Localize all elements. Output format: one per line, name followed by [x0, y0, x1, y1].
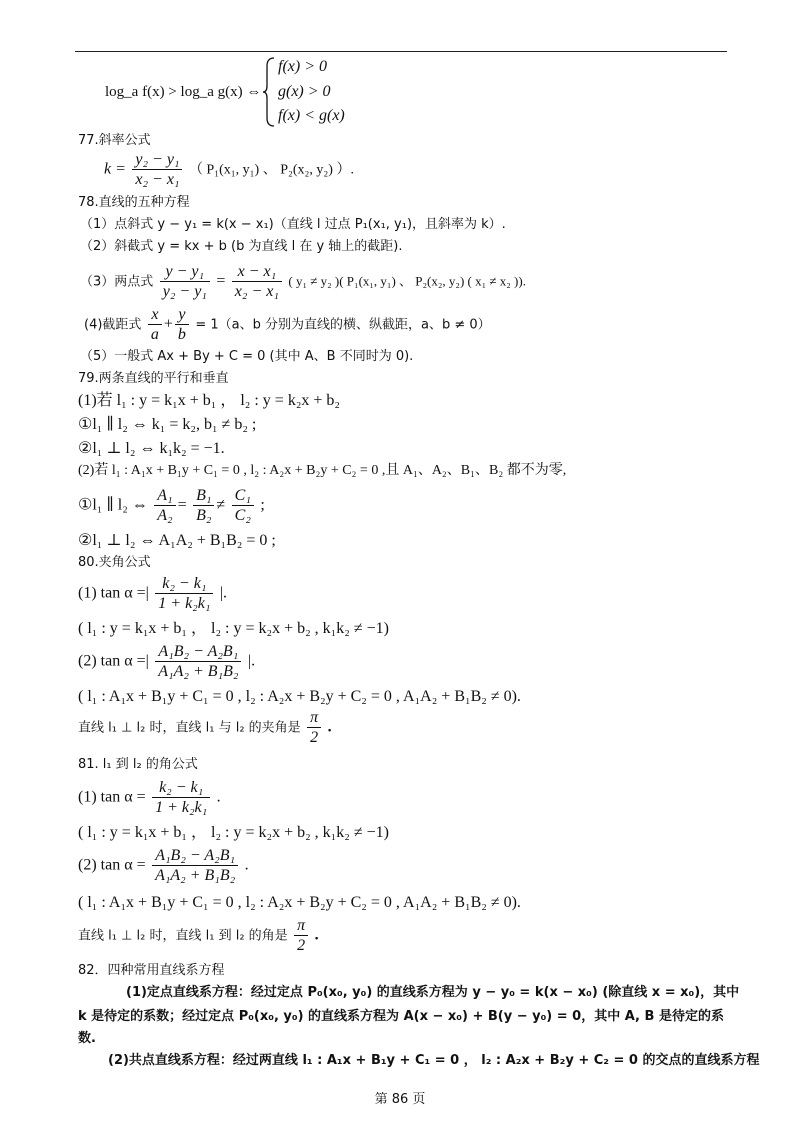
perpendicular-condition-2: ②l₁ ⊥ l₂ ⇔ A₁A₂ + B₁B₂ = 0 ;	[78, 532, 276, 549]
section-81-heading: 81. l₁ 到 l₂ 的角公式	[78, 757, 198, 772]
log-condition-1: f(x) > 0	[278, 58, 327, 75]
directed-angle-formula-2: (2) tan α = $\frac{\text{A₁B₂ − A₂B₁}}{\text{A₁A₂ + B₁B₂}}$ .	[78, 847, 249, 884]
angle-note: 直线 l₁ ⊥ l₂ 时，直线 l₁ 与 l₂ 的夹角是 $\frac{\pi}{2}$ .	[78, 709, 332, 746]
header-rule	[75, 51, 727, 52]
log-rule-lhs: log_a f(x) > log_a g(x) ⇔	[105, 84, 262, 100]
page-number: 第 86 页	[374, 1092, 426, 1107]
log-condition-3: f(x) < g(x)	[278, 107, 345, 124]
directed-angle-formula-1: (1) tan α = $\frac{\text{k₂ − k₁}}{\text{1 + k₂k₁}}$ .	[78, 779, 221, 816]
left-brace	[262, 56, 276, 128]
perpendicular-condition-1: ②l₁ ⊥ l₂ ⇔ k₁k₂ = −1.	[78, 440, 225, 457]
line-form-intercept: (4)截距式 $\frac{x}{a}$ + $\frac{y}{b}$ = 1（a、b 分别为直线的横、纵截距，a、b ≠ 0）	[84, 306, 491, 343]
directed-angle-condition-2: ( l₁ : A₁x + B₁y + C₁ = 0 , l₂ : A₂x + B₂y + C₂ = 0 , A₁A₂ + B₁B₂ ≠ 0).	[78, 894, 521, 911]
angle-formula-2: (2) tan α =| $\frac{\text{A₁B₂ − A₂B₁}}{\text{A₁A₂ + B₁B₂}}$ |.	[78, 643, 256, 680]
section-78-heading: 78.直线的五种方程	[78, 195, 190, 210]
angle-condition-1: ( l₁ : y = k₁x + b₁ ， l₂ : y = k₂x + b₂ , k₁k₂ ≠ −1)	[78, 620, 389, 637]
line-form-general: （5）一般式 Ax + By + C = 0 (其中 A、B 不同时为 0).	[80, 349, 414, 364]
angle-formula-1: (1) tan α =| $\frac{\text{k₂ − k₁}}{\text{1 + k₂k₁}}$ |.	[78, 575, 228, 612]
line-form-point-slope: （1）点斜式 y − y₁ = k(x − x₁)（直线 l 过点 P₁(x₁, y₁)，且斜率为 k）.	[80, 217, 506, 232]
fixed-point-family-line1: (1)定点直线系方程：经过定点 P₀(x₀, y₀) 的直线系方程为 y − y₀ = k(x − x₀) (除直线 x = x₀)，其中	[126, 985, 740, 1000]
slope-formula: k = $\frac{\text{y₂ − y₁}}{\text{x₂ − x₁}}$ （ P₁(x₁, y₁) 、 P₂(x₂, y₂) ）.	[104, 151, 354, 188]
concurrent-family-line1: (2)共点直线系方程：经过两直线 l₁ : A₁x + B₁y + C₁ = 0 ， l₂ : A₂x + B₂y + C₂ = 0 的交点的直线系方程	[108, 1053, 760, 1068]
parallel-condition-1: ①l₁ ∥ l₂ ⇔ k₁ = k₂, b₁ ≠ b₂ ;	[78, 416, 257, 433]
parallel-case-1: (1)若 l₁ : y = k₁x + b₁ ， l₂ : y = k₂x + b₂	[78, 392, 341, 409]
directed-angle-condition-1: ( l₁ : y = k₁x + b₁ ， l₂ : y = k₂x + b₂ , k₁k₂ ≠ −1)	[78, 824, 389, 841]
directed-angle-note: 直线 l₁ ⊥ l₂ 时，直线 l₁ 到 l₂ 的角是 $\frac{\pi}{2}$ .	[78, 917, 319, 954]
section-77-heading: 77.斜率公式	[78, 133, 151, 148]
log-condition-2: g(x) > 0	[278, 83, 331, 100]
section-82-heading: 82．四种常用直线系方程	[78, 963, 225, 978]
fixed-point-family-line3: 数.	[78, 1031, 96, 1046]
fixed-point-family-line2: k 是待定的系数；经过定点 P₀(x₀, y₀) 的直线系方程为 A(x − x₀) + B(y − y₀) = 0，其中 A, B 是待定的系	[78, 1009, 724, 1024]
line-form-slope-intercept: （2）斜截式 y = kx + b (b 为直线 l 在 y 轴上的截距).	[80, 239, 403, 254]
section-80-heading: 80.夹角公式	[78, 555, 151, 570]
parallel-case-2: (2)若 l₁ : A₁x + B₁y + C₁ = 0 , l₂ : A₂x + B₂y + C₂ = 0 ,且 A₁、A₂、B₁、B₂ 都不为零,	[78, 463, 567, 478]
parallel-condition-2: ①l₁ ∥ l₂ ⇔ $\frac{\text{A₁}}{\text{A₂}}$ = $\frac{\text{B₁}}{\text{B₂}}$ ≠ $\frac{\text{C₁}}{\text{C₂}}$ ;	[78, 487, 265, 524]
line-form-two-point: （3）两点式 $\frac{\text{y − y₁}}{\text{y₂ − y₁}}$ = $\frac{\text{x − x₁}}{\text{x₂ − x₁}}$ ( y₁ ≠ y₂ )( P₁(x₁, y₁) 、 P₂(x₂, y₂) ( x₁ ≠ x₂ )).	[80, 263, 526, 300]
angle-condition-2: ( l₁ : A₁x + B₁y + C₁ = 0 , l₂ : A₂x + B₂y + C₂ = 0 , A₁A₂ + B₁B₂ ≠ 0).	[78, 688, 521, 705]
section-79-heading: 79.两条直线的平行和垂直	[78, 371, 229, 386]
